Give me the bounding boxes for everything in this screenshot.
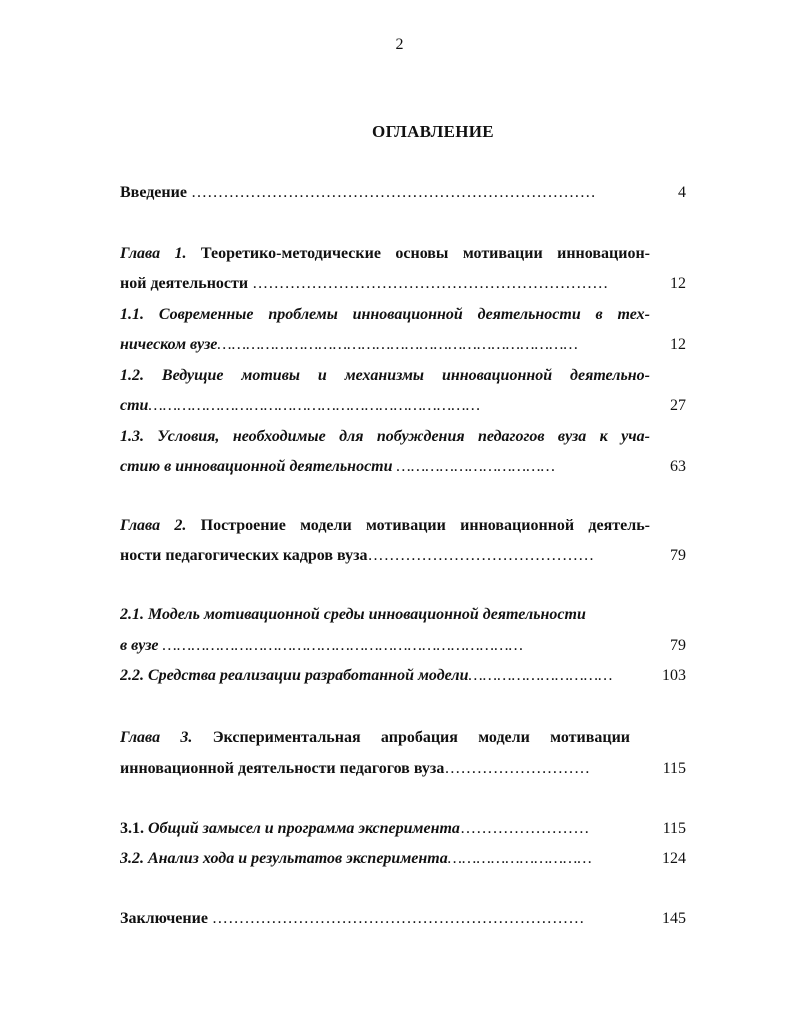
toc-entry-conclusion[interactable]: [120, 909, 650, 929]
page-number: 2: [395, 36, 404, 53]
entry-label: 1.1. Современные проблемы инновационной деятельности в тех-: [120, 306, 650, 323]
leader-dots: ……………………: [459, 820, 590, 837]
leader-dots: …………………………………………………………: [252, 275, 609, 292]
entry-label: инновационной деятельности педагогов вуза: [120, 760, 445, 777]
entry-label: стию в инновационной деятельности: [120, 458, 393, 475]
page-ref-s12: 27: [670, 397, 686, 414]
leader-dots: ………………………: [444, 760, 591, 777]
page-ref-ch2: 79: [670, 547, 686, 564]
leader-dots: …………………………: [468, 667, 613, 684]
entry-label: ности педагогических кадров вуза: [120, 547, 368, 564]
toc-entry-ch1-line2[interactable]: [120, 274, 650, 294]
entry-label: 1.2. Ведущие мотивы и механизмы инновационной деятельно-: [120, 367, 650, 384]
toc-entry-ch3-line1[interactable]: [120, 728, 630, 748]
leader-dots: ……………………………………: [367, 547, 595, 564]
page-ref-s22: 103: [662, 667, 686, 684]
page-ref-s31: 115: [662, 820, 686, 837]
toc-entry-s22[interactable]: [120, 666, 650, 686]
page-ref-s13: 63: [670, 458, 686, 475]
entry-label: Общий замысел и программа эксперимента: [148, 820, 460, 837]
page-ref-conclusion: 145: [662, 910, 686, 927]
leader-dots: …………………………………………………………………: [162, 637, 524, 654]
entry-label: Экспериментальная апробация модели мотивации: [212, 729, 630, 746]
entry-label: в вузе: [120, 637, 159, 654]
chapter-prefix: Глава 2.: [120, 517, 187, 534]
leader-dots: …………………………………………………………………: [190, 184, 596, 201]
leader-dots: …………………………: [447, 850, 592, 867]
toc-entry-s21-line1[interactable]: [120, 605, 650, 625]
toc-title: ОГЛАВЛЕНИЕ: [372, 122, 494, 141]
entry-label: Введение: [120, 184, 187, 201]
entry-label: Построение модели мотивации инновационной деятель-: [200, 517, 650, 534]
leader-dots: …………………………………………………………………: [217, 336, 579, 353]
toc-entry-ch3-line2[interactable]: [120, 759, 650, 779]
toc-entry-s32[interactable]: [120, 849, 650, 869]
toc-entry-ch1-line1[interactable]: [120, 244, 650, 264]
entry-label: Теоретико-методические основы мотивации инновацион-: [200, 245, 650, 262]
toc-entry-s12-line2[interactable]: [120, 396, 650, 416]
entry-label: 3.2. Анализ хода и результатов эксперимента: [120, 850, 448, 867]
entry-label: 1.3. Условия, необходимые для побуждения педагогов вуза к уча-: [120, 428, 650, 445]
entry-label: ной деятельности: [120, 275, 249, 292]
toc-entry-s31[interactable]: [120, 819, 650, 839]
page-ref-ch1: 12: [670, 275, 686, 292]
toc-entry-s11-line2[interactable]: [120, 335, 650, 355]
toc-entry-s13-line2[interactable]: [120, 457, 650, 477]
entry-label: 2.2. Средства реализации разработанной модели: [120, 667, 469, 684]
entry-label: ническом вузе: [120, 336, 218, 353]
page-ref-intro: 4: [678, 184, 686, 201]
toc-entry-ch2-line1[interactable]: [120, 516, 650, 536]
toc-entry-ch2-line2[interactable]: [120, 546, 650, 566]
entry-label: сти: [120, 397, 149, 414]
toc-entry-s13-line1[interactable]: [120, 427, 650, 447]
page-ref-s21: 79: [670, 637, 686, 654]
toc-entry-s12-line1[interactable]: [120, 366, 650, 386]
leader-dots: ……………………………………………………………: [148, 397, 481, 414]
toc-entry-s21-line2[interactable]: [120, 636, 650, 656]
page-ref-ch3: 115: [662, 760, 686, 777]
entry-number: 3.1.: [120, 820, 144, 837]
leader-dots: ……………………………: [396, 458, 556, 475]
toc-entry-intro[interactable]: [120, 183, 650, 203]
entry-label: 2.1. Модель мотивационной среды инновационной деятельности: [120, 606, 586, 623]
chapter-prefix: Глава 1.: [120, 245, 187, 262]
chapter-prefix: Глава 3.: [120, 729, 193, 746]
page-ref-s32: 124: [662, 850, 686, 867]
entry-label: Заключение: [120, 910, 208, 927]
page-ref-s11: 12: [670, 336, 686, 353]
leader-dots: ……………………………………………………………: [211, 910, 585, 927]
toc-entry-s11-line1[interactable]: [120, 305, 650, 325]
